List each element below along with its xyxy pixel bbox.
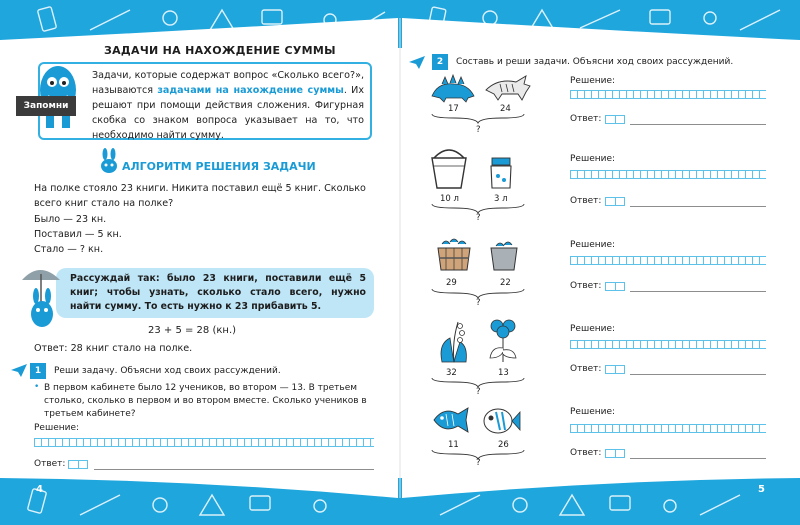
bucket-icon xyxy=(428,146,470,190)
row-4-solution-grid[interactable] xyxy=(570,340,766,349)
row-2-answer-label: Ответ: xyxy=(570,196,602,206)
fish-bucket-icon xyxy=(488,238,520,272)
task-1-bullet: • xyxy=(34,382,40,392)
row-5-answer-label: Ответ: xyxy=(570,448,602,458)
jar-icon xyxy=(488,156,514,190)
row-3-answer-cells[interactable] xyxy=(605,282,625,291)
task-1-solution-grid[interactable] xyxy=(34,438,374,447)
triceratops-icon xyxy=(482,70,534,104)
row-4-solution-label: Решение: xyxy=(570,324,616,334)
row-3-value-b: 22 xyxy=(500,278,511,288)
row-2-question: ? xyxy=(476,213,481,223)
remember-text: Задачи, которые содержат вопрос «Сколько всего?», называются задачами на нахождение суммы. Их решают при помощи действия сложения. Фигурная скобка со знаком вопроса указывает на то, что необходимо найти сумму. xyxy=(92,70,365,141)
remember-tag: Запомни xyxy=(16,96,76,116)
lily-of-valley-icon xyxy=(438,318,470,364)
row-3-answer-label: Ответ: xyxy=(570,281,602,291)
fish-tub-icon xyxy=(434,236,474,272)
row-5-answer-cells[interactable] xyxy=(605,449,625,458)
task-1-number: 1 xyxy=(30,363,46,379)
task-1-text: В первом кабинете было 12 учеников, во втором — 13. В третьем столько, сколько в первом и во втором вместе. Сколько учеников в третьем кабинете? xyxy=(44,383,367,419)
row-5-value-b: 26 xyxy=(498,440,509,450)
row-5-question: ? xyxy=(476,458,481,468)
row-1-answer-cells[interactable] xyxy=(605,115,625,124)
row-4-answer-line[interactable] xyxy=(630,374,766,375)
paper-plane-icon xyxy=(10,362,28,378)
task-2-instruction: Составь и реши задачи. Объясни ход своих рассуждений. xyxy=(456,57,734,67)
curly-brace-icon xyxy=(430,113,526,125)
task-1-solution-label: Решение: xyxy=(34,423,80,433)
round-fish-icon xyxy=(480,404,522,438)
row-2-answer-line[interactable] xyxy=(630,206,766,207)
task-1-answer-cells[interactable] xyxy=(68,460,88,469)
section-title: ЗАДАЧИ НА НАХОЖДЕНИЕ СУММЫ xyxy=(104,44,336,57)
row-1-solution-grid[interactable] xyxy=(570,90,766,99)
reasoning-text: Рассуждай так: было 23 книги, поставили ещё 5 книг; чтобы узнать, сколько стало всего, нужно найти сумму. То есть нужно к 23 прибавить 5. xyxy=(70,273,366,312)
task-1-answer-label: Ответ: xyxy=(34,459,66,469)
row-5-solution-label: Решение: xyxy=(570,407,616,417)
algorithm-title: АЛГОРИТМ РЕШЕНИЯ ЗАДАЧИ xyxy=(122,160,316,173)
row-1-answer-label: Ответ: xyxy=(570,114,602,124)
row-4-answer-label: Ответ: xyxy=(570,364,602,374)
short-note-3: Стало — ? кн. xyxy=(34,244,104,255)
row-5-value-a: 11 xyxy=(448,440,459,450)
bunny-umbrella-icon xyxy=(18,262,66,332)
page-number-left: 4 xyxy=(36,484,43,495)
row-3-question: ? xyxy=(476,298,481,308)
task-1-instruction: Реши задачу. Объясни ход своих рассуждений. xyxy=(54,366,281,376)
problem-text: На полке стояло 23 книги. Никита поставил ещё 5 книг. Сколько всего книг стало на полке? xyxy=(34,183,366,209)
row-1-value-a: 17 xyxy=(448,104,459,114)
row-2-value-b: 3 л xyxy=(494,194,508,204)
bunny-icon xyxy=(98,148,120,174)
fish-icon xyxy=(430,404,472,436)
task-2-number: 2 xyxy=(432,54,448,70)
formula: 23 + 5 = 28 (кн.) xyxy=(148,325,237,336)
row-2-value-a: 10 л xyxy=(440,194,459,204)
short-note-2: Поставил — 5 кн. xyxy=(34,229,122,240)
row-4-question: ? xyxy=(476,387,481,397)
row-2-answer-cells[interactable] xyxy=(605,197,625,206)
task-1-answer-line[interactable] xyxy=(94,469,374,470)
answer-example: Ответ: 28 книг стало на полке. xyxy=(34,343,193,354)
short-note-1: Было — 23 кн. xyxy=(34,214,107,225)
paper-plane-icon xyxy=(408,54,426,70)
remember-highlight: задачами на нахождение суммы xyxy=(157,85,344,96)
row-4-answer-cells[interactable] xyxy=(605,365,625,374)
row-2-solution-label: Решение: xyxy=(570,154,616,164)
bluebell-icon xyxy=(488,318,518,364)
row-3-solution-label: Решение: xyxy=(570,240,616,250)
row-1-answer-line[interactable] xyxy=(630,124,766,125)
row-1-solution-label: Решение: xyxy=(570,76,616,86)
page-number-right: 5 xyxy=(758,484,765,495)
row-2-solution-grid[interactable] xyxy=(570,170,766,179)
row-3-value-a: 29 xyxy=(446,278,457,288)
stegosaurus-icon xyxy=(428,72,478,104)
row-5-solution-grid[interactable] xyxy=(570,424,766,433)
row-5-answer-line[interactable] xyxy=(630,458,766,459)
row-3-solution-grid[interactable] xyxy=(570,256,766,265)
row-1-value-b: 24 xyxy=(500,104,511,114)
row-3-answer-line[interactable] xyxy=(630,291,766,292)
row-4-value-b: 13 xyxy=(498,368,509,378)
row-1-question: ? xyxy=(476,125,481,135)
row-4-value-a: 32 xyxy=(446,368,457,378)
